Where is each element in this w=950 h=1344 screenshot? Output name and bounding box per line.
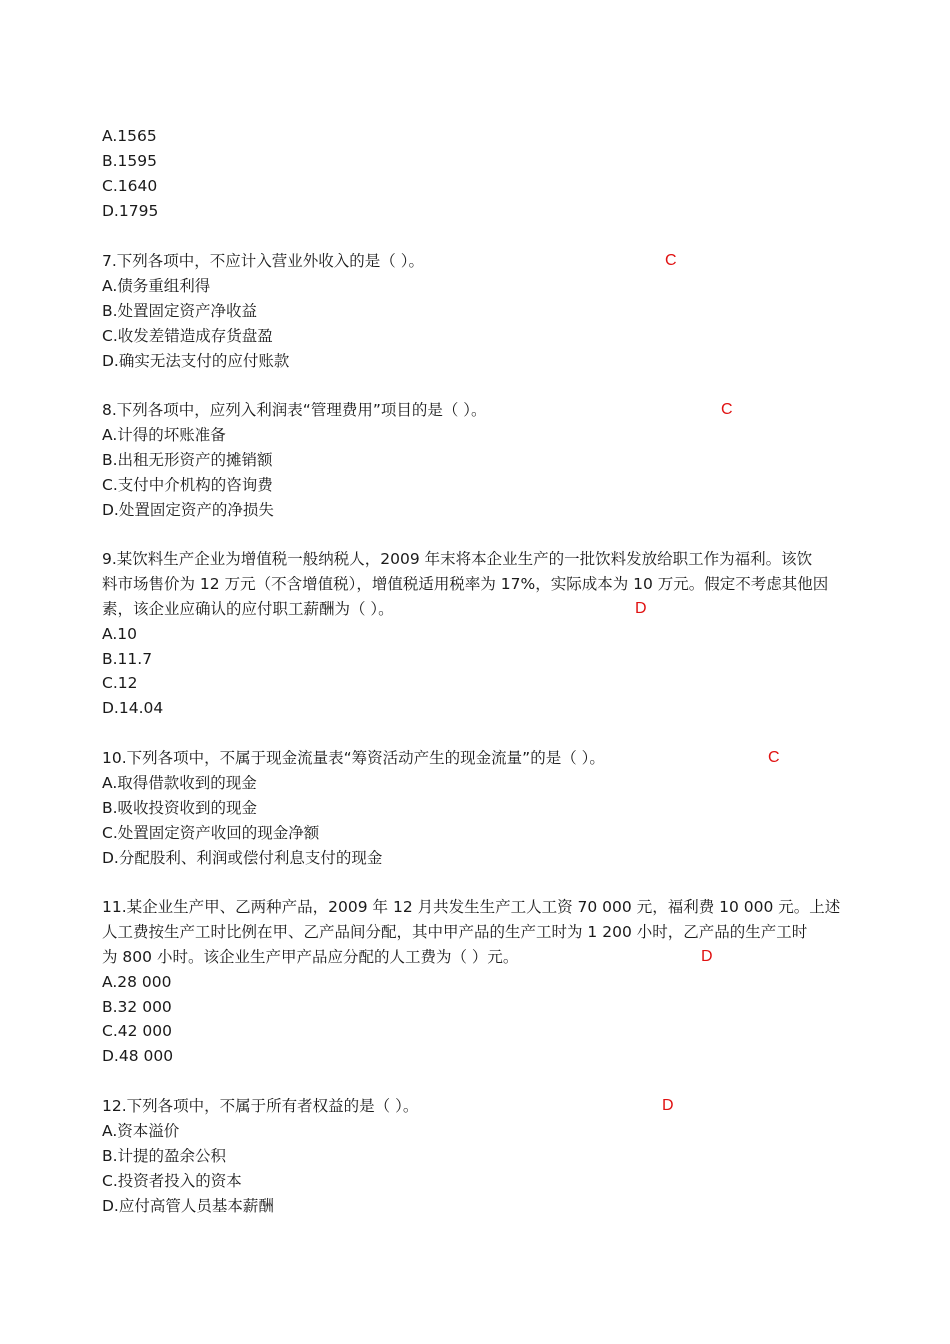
option-d: D.14.04 [102, 699, 164, 718]
question-8 [102, 398, 852, 522]
question-stem-line: 11.某企业生产甲、乙两种产品，2009 年 12 月共发生生产工人工资 70 000 元，福利费 10 000 元。上述 [102, 898, 841, 916]
option-c: C.处置固定资产收回的现金净额 [102, 823, 320, 842]
question-stem [102, 398, 852, 423]
option-c: C.投资者投入的资本 [102, 1171, 242, 1190]
option-a: A.资本溢价 [102, 1121, 180, 1140]
option-b: B.32 000 [102, 997, 172, 1016]
answer-mark: D [701, 947, 713, 965]
option-a: A.28 000 [102, 972, 172, 991]
answer-mark: C [768, 749, 780, 766]
option-b: B.出租无形资产的摊销额 [102, 450, 273, 469]
option-d: D.分配股利、利润或偿付利息支付的现金 [102, 848, 383, 867]
option-a: A.计得的坏账准备 [102, 425, 226, 444]
option-a: A.取得借款收到的现金 [102, 773, 257, 792]
question-stem-text: 8.下列各项中，应列入利润表“管理费用”项目的是（ ）。 [102, 401, 487, 419]
question-stem-text: 12.下列各项中，不属于所有者权益的是（ ）。 [102, 1097, 419, 1115]
option-c: C.收发差错造成存货盘盈 [102, 326, 273, 345]
option-d: D.确实无法支付的应付账款 [102, 351, 290, 370]
option-c: C.12 [102, 674, 138, 693]
option-b: B.1595 [102, 151, 158, 170]
option-d: D.1795 [102, 201, 159, 220]
question-stem-line: 人工费按生产工时比例在甲、乙产品间分配，其中甲产品的生产工时为 1 200 小时，乙产品的生产工时 [102, 922, 808, 941]
question-6 [102, 124, 852, 224]
option-c: C.支付中介机构的咨询费 [102, 475, 273, 494]
option-a: A.10 [102, 624, 137, 643]
question-stem [102, 597, 852, 622]
answer-mark: D [635, 599, 647, 617]
answer-mark: C [721, 401, 733, 418]
question-stem-text: 素，该企业应确认的应付职工薪酬为（ ）。 [102, 599, 394, 618]
question-10 [102, 746, 852, 870]
question-stem [102, 945, 852, 970]
option-b: B.吸收投资收到的现金 [102, 798, 258, 817]
option-d: D.48 000 [102, 1047, 174, 1066]
question-stem [102, 249, 852, 274]
question-7 [102, 249, 852, 373]
option-d: D.应付高管人员基本薪酬 [102, 1196, 274, 1215]
question-12 [102, 1094, 852, 1218]
option-a: A.1565 [102, 127, 157, 145]
option-d: D.处置固定资产的净损失 [102, 500, 274, 519]
answer-mark: D [662, 1097, 674, 1114]
option-b: B.11.7 [102, 649, 153, 668]
option-b: B.计提的盈余公积 [102, 1146, 227, 1165]
question-11 [102, 895, 852, 1069]
option-b: B.处置固定资产净收益 [102, 301, 258, 320]
question-stem [102, 746, 852, 771]
question-9 [102, 547, 852, 721]
question-stem-line: 料市场售价为 12 万元（不含增值税），增值税适用税率为 17%，实际成本为 10 万元。假定不考虑其他因 [102, 574, 829, 593]
question-stem-text: 7.下列各项中，不应计入营业外收入的是（ ）。 [102, 252, 424, 270]
question-stem-line: 9.某饮料生产企业为增值税一般纳税人，2009 年末将本企业生产的一批饮料发放给职工作为福利。该饮 [102, 550, 813, 568]
option-c: C.42 000 [102, 1022, 172, 1041]
option-c: C.1640 [102, 176, 158, 195]
answer-mark: C [665, 252, 677, 269]
option-a: A.债务重组利得 [102, 276, 211, 295]
question-stem [102, 1094, 852, 1119]
question-stem-text: 为 800 小时。该企业生产甲产品应分配的人工费为（ ）元。 [102, 947, 519, 966]
question-stem-text: 10.下列各项中，不属于现金流量表“筹资活动产生的现金流量”的是（ ）。 [102, 749, 605, 767]
